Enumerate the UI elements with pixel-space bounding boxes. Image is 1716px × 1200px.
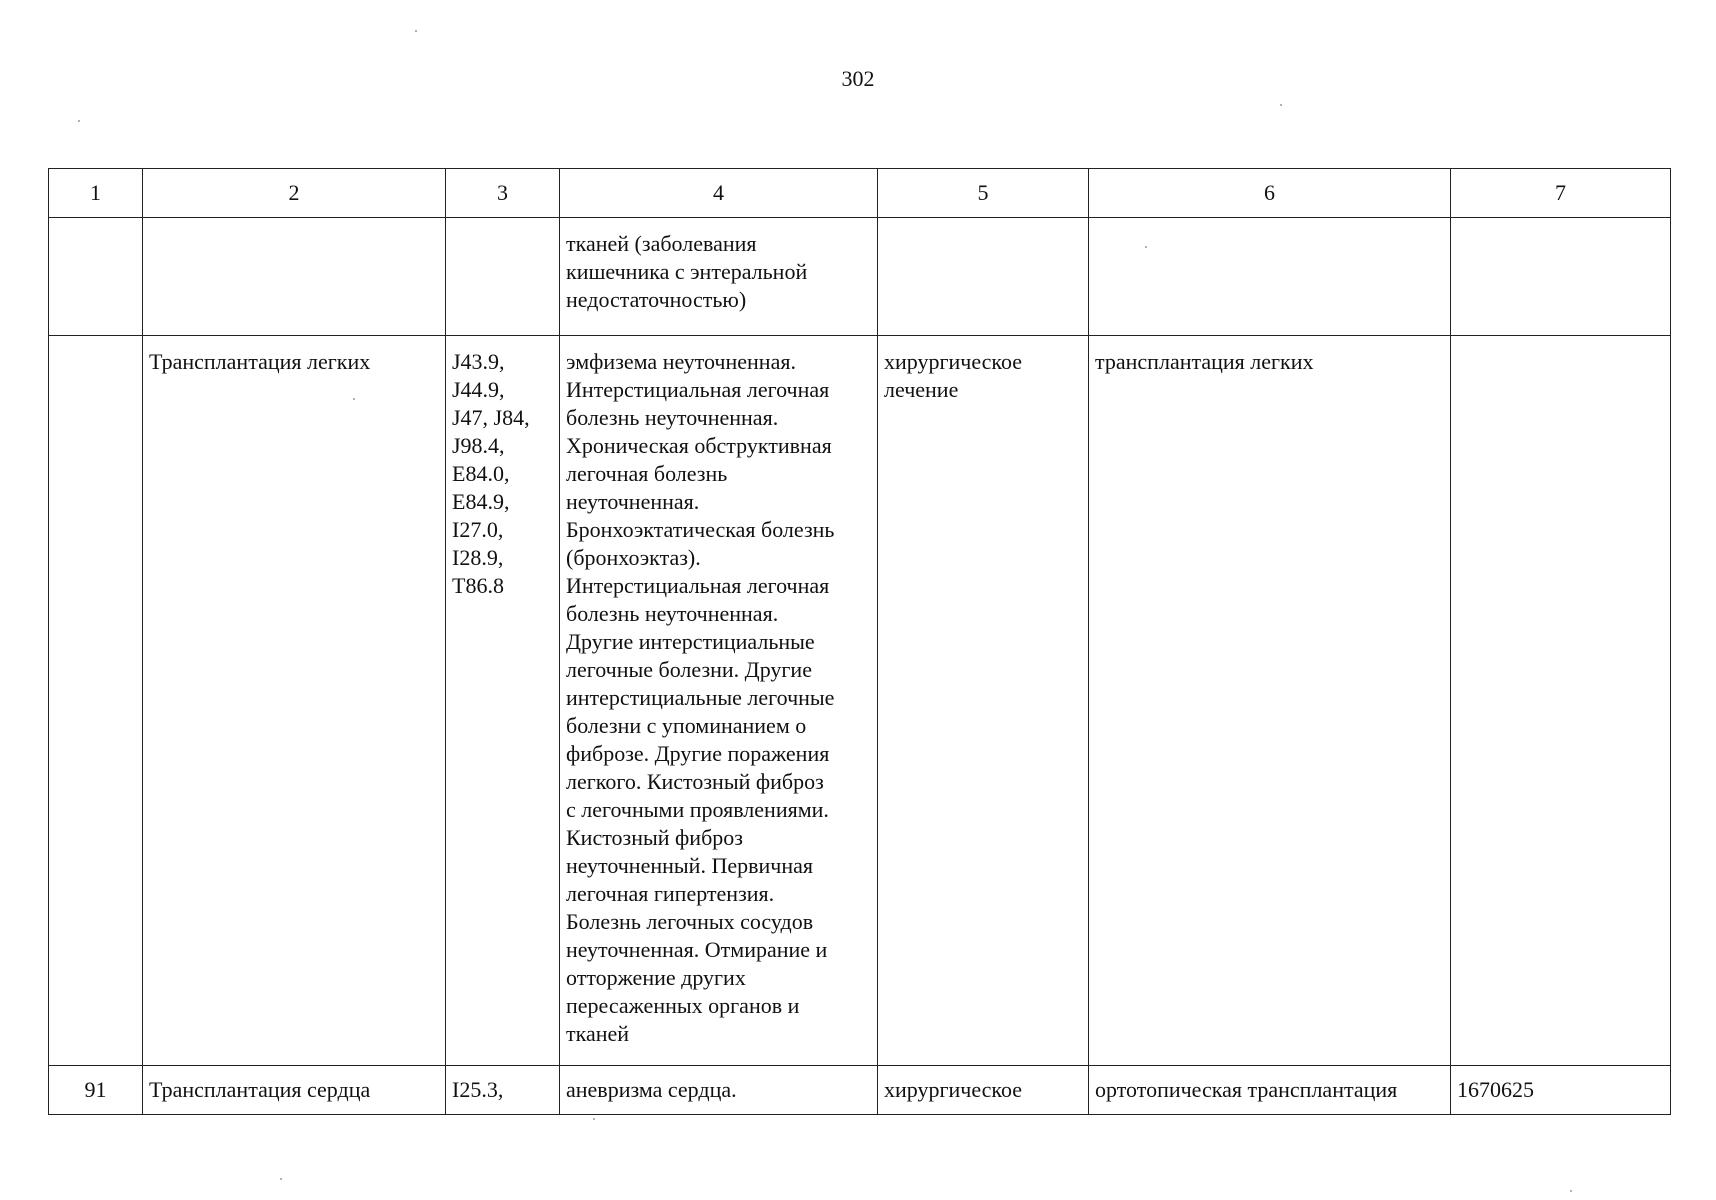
cell-cost (1451, 218, 1671, 336)
cell-treatment-type: хирургическое (878, 1066, 1089, 1115)
table-header-row (49, 169, 1671, 218)
column-header: 4 (560, 169, 878, 218)
cell-model: аневризма сердца. (560, 1066, 878, 1115)
scan-speck (1280, 104, 1282, 106)
cell-model: эмфизема неуточненная. Интерстициальная легочная болезнь неуточненная. Хроническая обструктивная легочная болезнь неуточненная. Бронхоэктатическая болезнь (бронхоэктаз). Интерстициальная легочная болезнь неуточненная. Другие интерстициальные легочные болезни. Другие интерстициальные легочные болезни с упоминанием о фиброзе. Другие поражения легкого. Кистозный фиброз с легочными проявлениями. Кистозный фиброз неуточненный. Первичная легочная гипертензия. Болезнь легочных сосудов неуточненная. Отмирание и отторжение других пересаженных органов и тканей (560, 336, 878, 1066)
scan-speck (353, 398, 355, 400)
column-header: 5 (878, 169, 1089, 218)
column-header: 2 (143, 169, 446, 218)
cell-method: трансплантация легких (1089, 336, 1451, 1066)
table-row (49, 336, 1671, 1066)
cell-treatment-type: хирургическое лечение (878, 336, 1089, 1066)
procedures-table (48, 168, 1671, 1115)
page-number: 302 (841, 66, 875, 91)
column-header: 3 (446, 169, 560, 218)
cell-treatment-type (878, 218, 1089, 336)
table-row (49, 218, 1671, 336)
cell-number (49, 336, 143, 1066)
cell-profile (143, 218, 446, 336)
cell-cost: 1670625 (1451, 1066, 1671, 1115)
scan-speck (78, 120, 80, 122)
cell-codes: I25.3, (446, 1066, 560, 1115)
cell-cost (1451, 336, 1671, 1066)
scan-speck (415, 30, 417, 32)
scan-speck (1145, 246, 1147, 248)
cell-profile: Трансплантация легких (143, 336, 446, 1066)
scan-speck (280, 1178, 282, 1180)
cell-number: 91 (49, 1066, 143, 1115)
scan-speck (593, 1118, 595, 1120)
cell-profile: Трансплантация сердца (143, 1066, 446, 1115)
scan-speck (1570, 1190, 1572, 1192)
cell-method: ортотопическая трансплантация (1089, 1066, 1451, 1115)
column-header: 7 (1451, 169, 1671, 218)
table-row (49, 1066, 1671, 1115)
cell-method (1089, 218, 1451, 336)
cell-codes: J43.9, J44.9, J47, J84, J98.4, E84.0, E84.9, I27.0, I28.9, T86.8 (446, 336, 560, 1066)
column-header: 6 (1089, 169, 1451, 218)
cell-model: тканей (заболевания кишечника с энтеральной недостаточностью) (560, 218, 878, 336)
cell-codes (446, 218, 560, 336)
column-header: 1 (49, 169, 143, 218)
cell-number (49, 218, 143, 336)
